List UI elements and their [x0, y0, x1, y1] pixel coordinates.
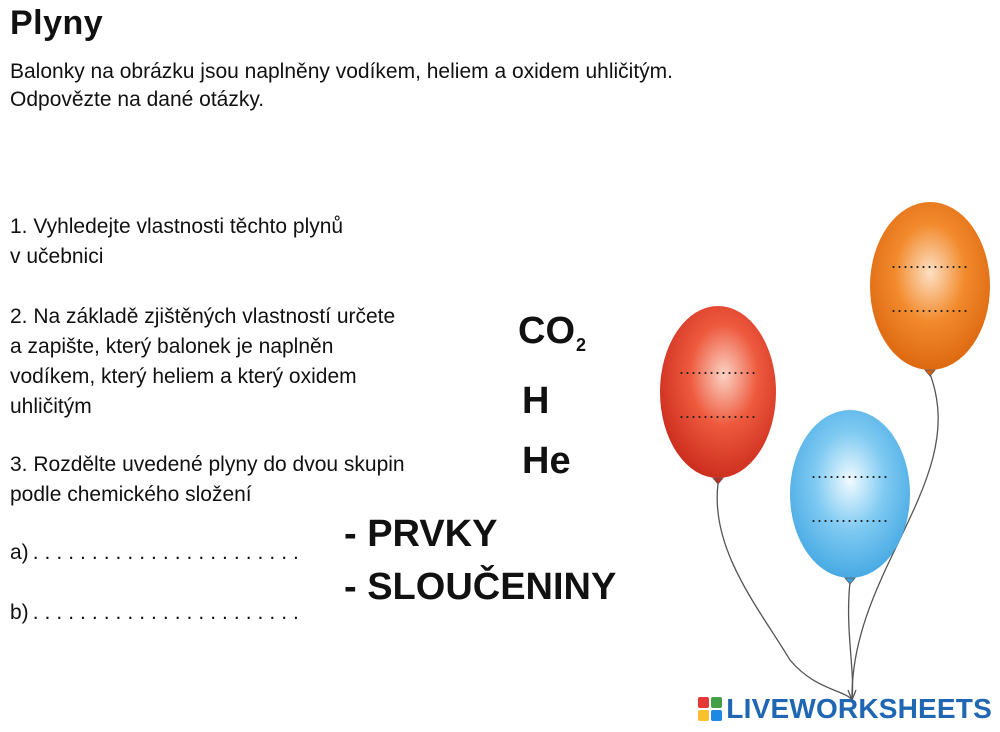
- question-3-line-1: 3. Rozdělte uvedené plyny do dvou skupin: [10, 453, 405, 476]
- logo-icon-square-4: [711, 710, 722, 721]
- category-slouceniny: - SLOUČENINY: [344, 566, 617, 608]
- balloons-illustration: [640, 190, 1000, 710]
- answer-b-label: b): [10, 601, 29, 624]
- formula-he: He: [522, 440, 571, 482]
- balloon-orange-blank-1[interactable]: .............: [890, 252, 970, 272]
- balloon-blue-body: [790, 410, 910, 578]
- answer-a-label: a): [10, 541, 29, 564]
- question-2: [10, 302, 395, 422]
- question-1: [10, 212, 343, 272]
- question-3-line-2: podle chemického složení: [10, 483, 252, 506]
- question-2-line-4: uhličitým: [10, 395, 92, 418]
- balloon-orange-body: [870, 202, 990, 370]
- formula-co2-subscript: 2: [576, 335, 587, 355]
- question-2-line-1: 2. Na základě zjištěných vlastností určete: [10, 305, 396, 328]
- question-3: [10, 450, 405, 510]
- formula-co2-base: CO: [518, 310, 575, 352]
- category-prvky: - PRVKY: [344, 513, 498, 555]
- question-2-line-3: vodíkem, který heliem a který oxidem: [10, 365, 357, 388]
- question-1-line-2: v učebnici: [10, 245, 104, 268]
- answer-a-blank[interactable]: .......................: [32, 541, 305, 564]
- balloon-red-body: [660, 306, 776, 478]
- answer-a-row: [10, 541, 305, 565]
- liveworksheets-logo-text: LIVEWORKSHEETS: [726, 693, 992, 724]
- balloon-blue: [790, 410, 910, 584]
- intro-line-2: Odpovězte na dané otázky.: [10, 88, 265, 111]
- answer-b-blank[interactable]: .......................: [32, 601, 305, 624]
- balloon-orange: [870, 202, 990, 376]
- balloon-red: [660, 306, 776, 484]
- formula-h: H: [522, 380, 550, 422]
- balloon-blue-blank-2[interactable]: .............: [810, 506, 890, 526]
- balloon-orange-blank-2[interactable]: .............: [890, 296, 970, 316]
- balloon-red-blank-2[interactable]: .............: [678, 402, 758, 422]
- balloon-red-blank-1[interactable]: .............: [678, 358, 758, 378]
- answer-b-row: [10, 601, 305, 625]
- liveworksheets-logo: [698, 693, 992, 725]
- balloon-red-knot: [713, 478, 723, 484]
- formula-co2: [518, 310, 586, 356]
- intro-line-1: Balonky na obrázku jsou naplněny vodíkem, heliem a oxidem uhličitým.: [10, 60, 674, 83]
- question-2-line-2: a zapište, který balonek je naplněn: [10, 335, 334, 358]
- balloon-blue-knot: [845, 578, 855, 584]
- balloon-orange-knot: [925, 370, 935, 376]
- logo-icon-square-2: [711, 697, 722, 708]
- question-1-line-1: 1. Vyhledejte vlastnosti těchto plynů: [10, 215, 344, 238]
- page-title: Plyny: [10, 4, 104, 42]
- liveworksheets-logo-icon: [698, 697, 722, 721]
- balloon-blue-blank-1[interactable]: .............: [810, 462, 890, 482]
- logo-icon-square-3: [698, 710, 709, 721]
- logo-icon-square-1: [698, 697, 709, 708]
